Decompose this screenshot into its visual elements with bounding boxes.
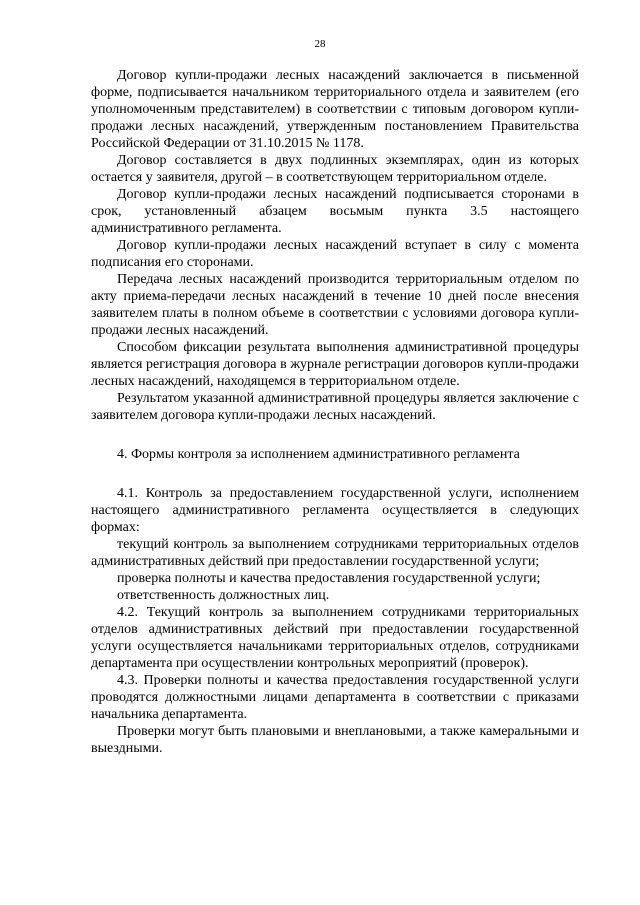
paragraph: 4.1. Контроль за предоставлением государственной услуги, исполнением настоящего административного регламента осуществляется в следующих формах: <box>91 486 579 535</box>
paragraph: текущий контроль за выполнением сотрудниками территориальных отделов административных действий при предоставлении государственной услуги; <box>91 537 579 569</box>
page-number: 28 <box>314 38 326 50</box>
paragraph: проверка полноты и качества предоставления государственной услуги; <box>117 571 541 586</box>
paragraph: Договор купли-продажи лесных насаждений подписывается сторонами в срок, установленный абзацем восьмым пункта 3.5 настоящего административного регламента. <box>91 187 579 236</box>
paragraph: Передача лесных насаждений производится территориальным отделом по акту приема-передачи лесных насаждений в течение 10 дней после внесения заявителем платы в полном объеме в соответствии с условиями договора купли-продажи лесных насаждений. <box>91 272 579 338</box>
paragraph: Договор купли-продажи лесных насаждений заключается в письменной форме, подписывается начальником территориального отдела и заявителем (его уполномоченным представителем) в соответствии с типовым договором купли-продажи лесных насаждений, утвержденным постановлением Правительства Российской Федерации от 31.10.2015 № 1178. <box>91 68 579 151</box>
paragraph: 4.3. Проверки полноты и качества предоставления государственной услуги проводятся должностными лицами департамента в соответствии с приказами начальника департамента. <box>91 673 579 722</box>
paragraph: Проверки могут быть плановыми и внеплановыми, а также камеральными и выездными. <box>91 724 579 756</box>
paragraph: Договор составляется в двух подлинных экземплярах, один из которых остается у заявителя, другой – в соответствующем территориальном отделе. <box>91 153 579 185</box>
paragraph: Результатом указанной административной процедуры является заключение с заявителем договора купли-продажи лесных насаждений. <box>91 391 579 423</box>
document-body <box>91 67 579 757</box>
paragraph: ответственность должностных лиц. <box>117 588 330 603</box>
paragraph: Способом фиксации результата выполнения административной процедуры является регистрация договора в журнале регистрации договоров купли-продажи лесных насаждений, находящемся в территориальном отделе. <box>91 340 579 389</box>
paragraph: 4.2. Текущий контроль за выполнением сотрудниками территориальных отделов административных действий при предоставлении государственной услуги осуществляется начальниками территориальных отделов, сотрудниками департамента при осуществлении контрольных мероприятий (проверок). <box>91 605 579 671</box>
paragraph: Договор купли-продажи лесных насаждений вступает в силу с момента подписания его сторонами. <box>91 238 579 270</box>
section-heading: 4. Формы контроля за исполнением административного регламента <box>117 447 520 462</box>
